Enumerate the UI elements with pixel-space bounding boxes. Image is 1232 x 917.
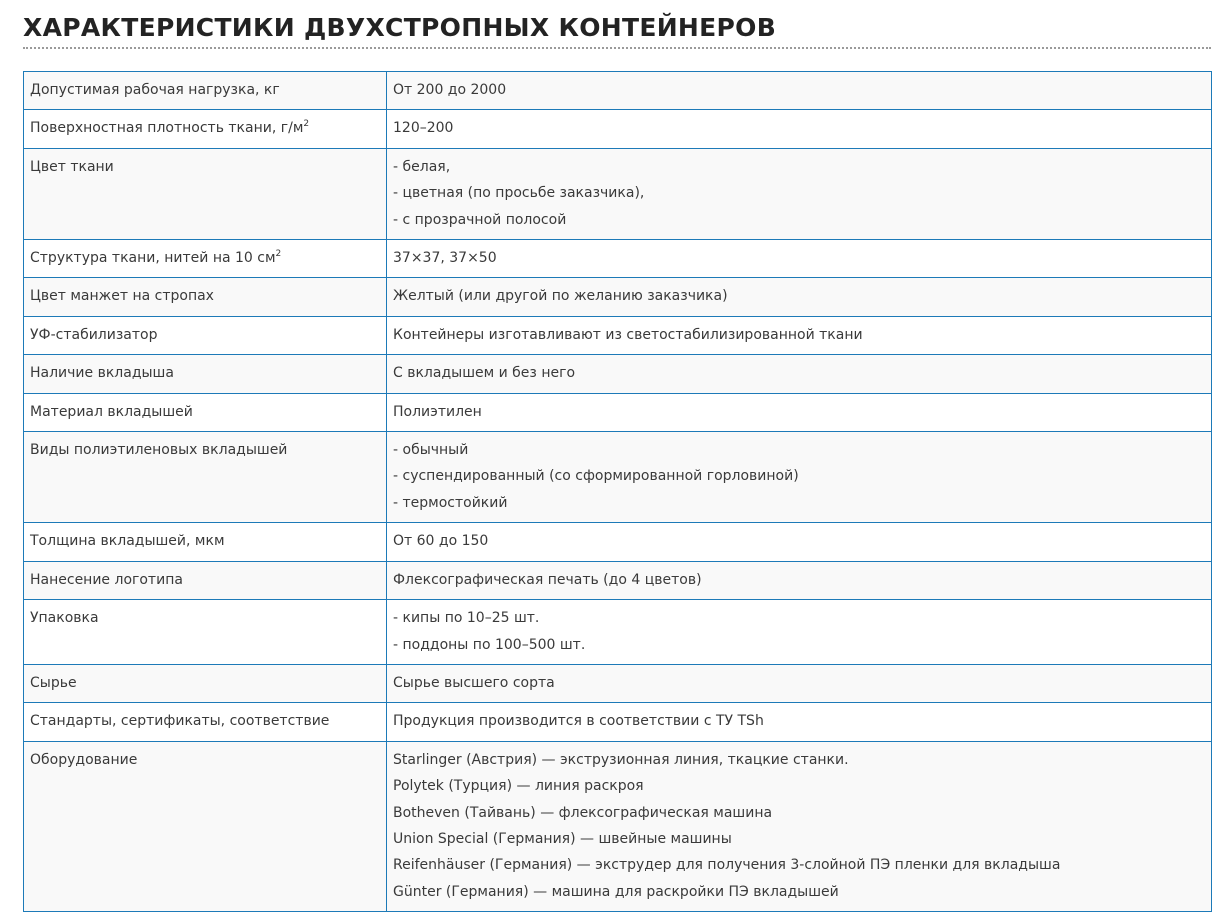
spec-value-cell xyxy=(387,703,1212,741)
spec-label: Толщина вкладышей, мкм xyxy=(30,533,225,550)
table-row xyxy=(24,148,1212,239)
spec-label: УФ-стабилизатор xyxy=(30,326,158,343)
spec-label-superscript: 2 xyxy=(303,119,310,130)
spec-value-cell xyxy=(387,664,1212,702)
table-row xyxy=(24,355,1212,393)
spec-value-cell xyxy=(387,240,1212,278)
spec-value-cell xyxy=(387,523,1212,561)
spec-value-line: От 60 до 150 xyxy=(393,533,489,550)
spec-value-line: С вкладышем и без него xyxy=(393,365,576,382)
table-row xyxy=(24,393,1212,431)
table-row xyxy=(24,278,1212,316)
spec-value-cell xyxy=(387,393,1212,431)
spec-label: Материал вкладышей xyxy=(30,403,193,420)
spec-label: Поверхностная плотность ткани, г/м xyxy=(30,120,304,137)
page xyxy=(23,10,1211,900)
spec-label: Виды полиэтиленовых вкладышей xyxy=(30,442,288,459)
spec-label-cell xyxy=(24,316,387,354)
spec-value-line: Reifenhäuser (Германия) — экструдер для получения 3-слойной ПЭ пленки для вкладыша xyxy=(393,857,1061,874)
spec-value-line: Продукция производится в соответствии с ТУ TSh xyxy=(393,713,764,730)
spec-value-line: - цветная (по просьбе заказчика), xyxy=(393,185,645,202)
spec-label: Упаковка xyxy=(30,610,99,627)
spec-label-cell xyxy=(24,278,387,316)
table-row xyxy=(24,110,1212,148)
spec-label-cell xyxy=(24,561,387,599)
table-row xyxy=(24,432,1212,523)
spec-value-cell xyxy=(387,600,1212,665)
spec-value-line: Желтый (или другой по желанию заказчика) xyxy=(393,288,728,305)
specs-table-body xyxy=(24,72,1212,912)
spec-label: Стандарты, сертификаты, соответствие xyxy=(30,713,330,730)
spec-value-cell xyxy=(387,110,1212,148)
table-row xyxy=(24,240,1212,278)
table-row xyxy=(24,703,1212,741)
page-title: ХАРАКТЕРИСТИКИ ДВУХСТРОПНЫХ КОНТЕЙНЕРОВ xyxy=(23,10,1211,49)
spec-label-cell xyxy=(24,432,387,523)
spec-value-line: - белая, xyxy=(393,158,451,175)
spec-value-cell xyxy=(387,432,1212,523)
spec-value-line: Botheven (Тайвань) — флексографическая машина xyxy=(393,804,773,821)
spec-label: Нанесение логотипа xyxy=(30,571,183,588)
specs-table xyxy=(23,71,1212,912)
spec-value-cell xyxy=(387,355,1212,393)
spec-label-cell xyxy=(24,741,387,911)
spec-label: Цвет манжет на стропах xyxy=(30,288,214,305)
spec-value-cell xyxy=(387,148,1212,239)
spec-label: Допустимая рабочая нагрузка, кг xyxy=(30,82,280,98)
spec-value-line: 120–200 xyxy=(393,120,454,137)
table-row xyxy=(24,664,1212,702)
spec-value-line: Starlinger (Австрия) — экструзионная линия, ткацкие станки. xyxy=(393,751,849,768)
spec-label-cell xyxy=(24,110,387,148)
spec-value-line: Polytek (Турция) — линия раскроя xyxy=(393,778,644,795)
spec-label-superscript: 2 xyxy=(275,249,282,260)
spec-label-cell xyxy=(24,664,387,702)
spec-label: Оборудование xyxy=(30,751,138,768)
spec-value-line: Union Special (Германия) — швейные машины xyxy=(393,830,732,847)
spec-value-line: Контейнеры изготавливают из светостабилизированной ткани xyxy=(393,326,863,343)
spec-value-cell xyxy=(387,561,1212,599)
table-row xyxy=(24,72,1212,110)
spec-value-cell xyxy=(387,278,1212,316)
spec-label: Цвет ткани xyxy=(30,158,114,175)
spec-label-cell xyxy=(24,393,387,431)
spec-value-cell xyxy=(387,72,1212,110)
spec-value-line: Флексографическая печать (до 4 цветов) xyxy=(393,571,702,588)
table-row xyxy=(24,561,1212,599)
spec-value-line: - термостойкий xyxy=(393,494,508,511)
spec-label-cell xyxy=(24,703,387,741)
spec-value-line: - кипы по 10–25 шт. xyxy=(393,610,540,627)
spec-value-line: 37×37, 37×50 xyxy=(393,250,497,267)
spec-label-cell xyxy=(24,355,387,393)
spec-value-line: Полиэтилен xyxy=(393,403,482,420)
spec-label-cell xyxy=(24,523,387,561)
spec-value-line: Günter (Германия) — машина для раскройки ПЭ вкладышей xyxy=(393,883,839,900)
spec-value-cell xyxy=(387,316,1212,354)
spec-label: Наличие вкладыша xyxy=(30,365,174,382)
spec-value-cell xyxy=(387,741,1212,911)
spec-label-cell xyxy=(24,148,387,239)
spec-value-line: - поддоны по 100–500 шт. xyxy=(393,636,586,653)
spec-label: Структура ткани, нитей на 10 см xyxy=(30,250,276,267)
spec-label: Сырье xyxy=(30,674,77,691)
table-row xyxy=(24,523,1212,561)
spec-label-cell xyxy=(24,600,387,665)
spec-value-line: Сырье высшего сорта xyxy=(393,674,555,691)
spec-value-line: - с прозрачной полосой xyxy=(393,211,567,228)
table-row xyxy=(24,741,1212,911)
spec-value-line: - суспендированный (со сформированной горловиной) xyxy=(393,468,799,485)
spec-label-cell xyxy=(24,72,387,110)
spec-label-cell xyxy=(24,240,387,278)
spec-value-line: - обычный xyxy=(393,442,469,459)
table-row xyxy=(24,600,1212,665)
table-row xyxy=(24,316,1212,354)
spec-value-line: От 200 до 2000 xyxy=(393,82,507,98)
